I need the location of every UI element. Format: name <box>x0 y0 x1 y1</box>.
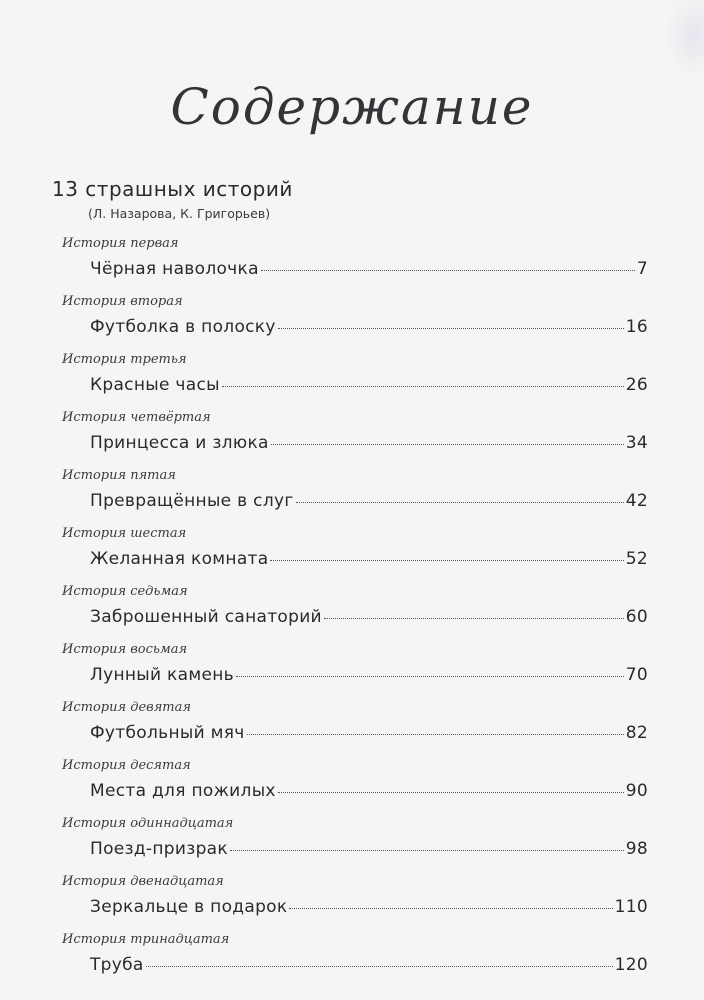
page-number: 120 <box>614 955 648 975</box>
page-number: 110 <box>614 897 648 917</box>
page-number: 34 <box>625 433 648 453</box>
story-title: Красные часы <box>90 375 220 395</box>
toc-entry[interactable] <box>62 406 648 464</box>
story-number-label: История двенадцатая <box>62 874 224 889</box>
dot-leader <box>146 966 613 967</box>
page-number: 16 <box>625 317 648 337</box>
toc-entry[interactable] <box>62 638 648 696</box>
page-number: 98 <box>625 839 648 859</box>
story-title: Превращённые в слуг <box>90 491 294 511</box>
page-number: 26 <box>625 375 648 395</box>
story-number-label: История девятая <box>62 700 191 715</box>
dot-leader <box>289 908 612 909</box>
page-edge-shadow <box>664 0 704 80</box>
story-number-label: История шестая <box>62 526 187 541</box>
dot-leader <box>278 792 624 793</box>
dot-leader <box>222 386 624 387</box>
toc-entry[interactable] <box>62 464 648 522</box>
page-number: 7 <box>636 259 648 279</box>
page-number: 82 <box>625 723 648 743</box>
toc-entry[interactable] <box>62 580 648 638</box>
story-number-label: История одиннадцатая <box>62 816 234 831</box>
table-of-contents <box>62 232 648 986</box>
dot-leader <box>261 270 635 271</box>
page-number: 52 <box>625 549 648 569</box>
story-number-label: История третья <box>62 352 187 367</box>
story-title: Заброшенный санаторий <box>90 607 322 627</box>
toc-entry[interactable] <box>62 232 648 290</box>
page-number: 70 <box>625 665 648 685</box>
dot-leader <box>296 502 624 503</box>
story-title: Места для пожилых <box>90 781 276 801</box>
story-number-label: История вторая <box>62 294 183 309</box>
story-title: Желанная комната <box>90 549 269 569</box>
story-number-label: История тринадцатая <box>62 932 230 947</box>
page-number: 42 <box>625 491 648 511</box>
story-title: Футбольный мяч <box>90 723 245 743</box>
story-title: Труба <box>90 955 144 975</box>
book-title: 13 страшных историй <box>52 177 293 201</box>
dot-leader <box>271 444 624 445</box>
toc-entry[interactable] <box>62 928 648 986</box>
story-title: Зеркальце в подарок <box>90 897 288 917</box>
story-number-label: История первая <box>62 236 179 251</box>
story-title: Поезд-призрак <box>90 839 228 859</box>
story-number-label: История пятая <box>62 468 176 483</box>
dot-leader <box>278 328 624 329</box>
dot-leader <box>324 618 624 619</box>
toc-entry[interactable] <box>62 522 648 580</box>
story-number-label: История четвёртая <box>62 410 211 425</box>
page-title: Содержание <box>170 78 534 136</box>
toc-entry[interactable] <box>62 870 648 928</box>
story-number-label: История десятая <box>62 758 191 773</box>
toc-entry[interactable] <box>62 696 648 754</box>
story-title: Чёрная наволочка <box>90 259 259 279</box>
toc-entry[interactable] <box>62 812 648 870</box>
dot-leader <box>247 734 624 735</box>
dot-leader <box>230 850 624 851</box>
toc-entry[interactable] <box>62 348 648 406</box>
story-number-label: История восьмая <box>62 642 188 657</box>
story-title: Футболка в полоску <box>90 317 276 337</box>
page-number: 60 <box>625 607 648 627</box>
book-authors: (Л. Назарова, К. Григорьев) <box>88 206 271 221</box>
dot-leader <box>236 676 624 677</box>
dot-leader <box>270 560 623 561</box>
toc-entry[interactable] <box>62 290 648 348</box>
story-number-label: История седьмая <box>62 584 188 599</box>
story-title: Лунный камень <box>90 665 234 685</box>
toc-entry[interactable] <box>62 754 648 812</box>
page-number: 90 <box>625 781 648 801</box>
story-title: Принцесса и злюка <box>90 433 269 453</box>
